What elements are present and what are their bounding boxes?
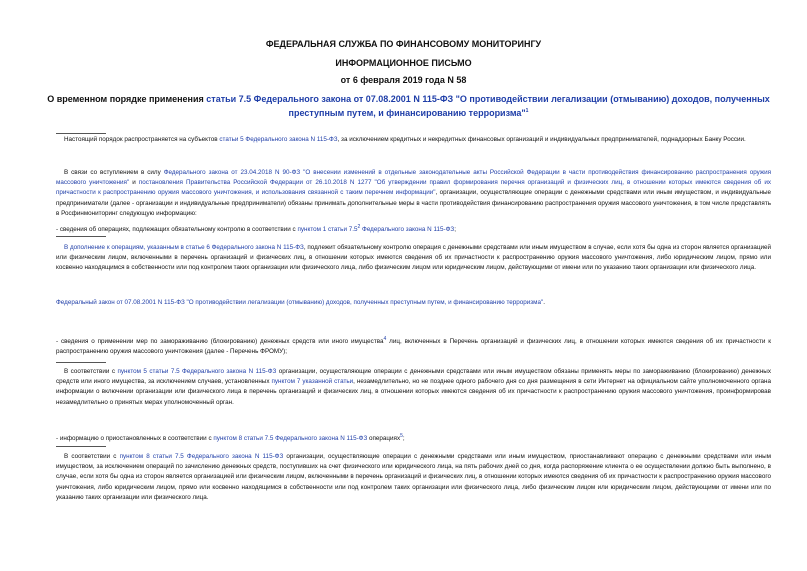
footnote-4: В соответствии с пунктом 5 статьи 7.5 Федерального закона N 115-ФЗ организации, осуществляющие операции с денежными средствами или иным имуществом обязаны применять меры по замораживанию (блокированию) денежных средств или иного имущества, за исключением случаев, установленных пунктом 7 указанной статьи, незамедлительно, но не позднее одного рабочего дня со дня размещения в сети Интернет на официальном сайте уполномоченного органа информации о включении организации или физического лица в перечень организаций и физических лиц, в отношении которых имеются сведения об их причастности к распространению оружия массового уничтожения, проинформировав незамедлительно о принятых мерах уполномоченный орган. bbox=[56, 368, 771, 406]
footnote-5: В соответствии с пунктом 8 статьи 7.5 Федерального закона N 115-ФЗ организации, осуществляющие операции с денежными средствами или иным имуществом, приостанавливают операцию с денежными средствами или иным имуществом, за исключением операций по зачислению денежных средств, поступивших на счет физического или юридического лица, на пять рабочих дней со дня, когда распоряжение клиента о ее осуществлении должно быть выполнено, в случае, если хотя бы одна из сторон является организацией или физическим лицом, включенными в перечень организаций и физических лиц, в отношении которых имеются сведения об их причастности к распространению оружия массового уничтожения, либо юридическим лицом, прямо или косвенно находящимся в собственности или под контролем таких организации или физического лица, либо физическим лицом или юридическим лицом, действующими от имени или по указанию таких организации или физического лица. bbox=[56, 453, 771, 501]
government-decree-1277-link[interactable]: постановления Правительства Российской Федерации от 26.10.2018 N 1277 "Об утверждении правил формирования перечня организаций и физических лиц, в отношении которых имеются сведения об их причастности к распространению оружия массового уничтожения, и использования связанной с таким перечнем информации" bbox=[56, 179, 771, 197]
footnote-3: Федеральный закон от 07.08.2001 N 115-ФЗ "О противодействии легализации (отмыванию) доходов, полученных преступным путем, и финансированию терроризма". bbox=[56, 299, 545, 306]
paragraph-intro: В связи со вступлением в силу Федерального закона от 23.04.2018 N 90-ФЗ "О внесении изменений в отдельные законодательные акты Российской Федерации в части противодействия финансированию распространения оружия массового уничтожения" и постановления Правительства Российской Федерации от 26.10.2018 N 1277 "Об утверждении правил формирования перечня организаций и физических лиц, в отношении которых имеются сведения об их причастности к распространению оружия массового уничтожения, и использования связанной с таким перечнем информации", организации, осуществляющие операции с денежными средствами или иным имуществом, и индивидуальные предприниматели (далее - организации и индивидуальные предприниматели) обязаны принимать дополнительные меры в части противодействия финансированию распространения оружия массового уничтожения, в том числе представлять в Росфинмониторинг следующую информацию: bbox=[56, 169, 771, 217]
list-item-suspended-operations: - информацию о приостановленных в соответствии с пунктом 8 статьи 7.5 Федерального закона N 115-ФЗ операциях$^5$; bbox=[56, 433, 405, 443]
agency-heading: ФЕДЕРАЛЬНАЯ СЛУЖБА ПО ФИНАНСОВОМУ МОНИТОРИНГУ bbox=[265, 39, 542, 49]
title-text: О временном порядке применения bbox=[47, 94, 207, 104]
document-title bbox=[40, 93, 777, 119]
footnote-separator bbox=[56, 362, 106, 363]
footnote-separator bbox=[56, 236, 106, 237]
article-7-5-point-8-link-2[interactable]: пунктом 8 статьи 7.5 Федерального закона N 115-ФЗ bbox=[119, 453, 284, 460]
law-115fz-full-title-link[interactable]: Федеральный закон от 07.08.2001 N 115-ФЗ "О противодействии легализации (отмыванию) доходов, полученных преступным путем, и финансированию терроризма" bbox=[56, 299, 544, 306]
footnote-1: Настоящий порядок распространяется на субъектов статьи 5 Федерального закона N 115-ФЗ, за исключением кредитных и некредитных финансовых организаций и индивидуальных предпринимателей, поднадзорных Банку России. bbox=[64, 136, 746, 143]
footnote-1-law-link[interactable]: статьи 5 Федерального закона N 115-ФЗ bbox=[219, 136, 338, 143]
title-law-link[interactable]: статьи 7.5 Федерального закона от 07.08.2001 N 115-ФЗ "О противодействии легализации (отмыванию) доходов, полученных преступным путем, и финансированию терроризма" bbox=[206, 94, 770, 118]
article-7-5-point-1-link[interactable]: пунктом 1 статьи 7.5 bbox=[297, 226, 358, 234]
footnote-ref-1[interactable]: 1 bbox=[525, 108, 529, 114]
article-7-5-point-8-link[interactable]: пунктом 8 статьи 7.5 Федерального закона N 115-ФЗ bbox=[213, 435, 368, 443]
footnote-ref-2[interactable]: 2 bbox=[357, 224, 361, 230]
list-item-freezing-measures: - сведения о применении мер по замораживанию (блокированию) денежных средств или иного имущества$^4$ лиц, включенных в Перечень организаций и физических лиц, в отношении которых имеются сведения об их причастности к распространению оружия массового уничтожения (далее - Перечень ФРОМУ); bbox=[56, 336, 772, 356]
footnote-separator bbox=[56, 446, 106, 447]
footnote-separator bbox=[56, 133, 106, 134]
document-date-number: от 6 февраля 2019 года N 58 bbox=[340, 75, 467, 85]
law-115fz-link[interactable]: Федерального закона N 115-ФЗ bbox=[362, 226, 455, 234]
list-item-mandatory-control: - сведения об операциях, подлежащих обязательному контролю в соответствии с пунктом 1 статьи $7.5^2$ Федерального закона N 115-ФЗ; bbox=[56, 224, 456, 234]
footnote-ref-4[interactable]: 4 bbox=[383, 336, 387, 342]
law-90fz-link[interactable]: Федерального закона от 23.04.2018 N 90-ФЗ "О внесении изменений в отдельные законодательные акты Российской Федерации в части противодействия финансированию распространения оружия массового уничтожения" bbox=[56, 169, 771, 187]
footnote-2: В дополнение к операциям, указанным в статье 6 Федерального закона N 115-ФЗ, подлежит обязательному контролю операция с денежными средствами или иным имуществом в случае, если хотя бы одна из сторон является организацией или физическим лицом, включенными в перечень организаций и физических лиц, в отношении которых имеются сведения об их причастности к распространению оружия массового уничтожения, либо юридическим лицом, прямо или косвенно находящимся в собственности или под контролем таких организации или физического лица, либо физическим лицом или юридическим лицом, действующими от имени или по указанию таких организации или физического лица. bbox=[56, 244, 771, 272]
article-7-5-point-5-link[interactable]: пунктом 5 статьи 7.5 Федерального закона N 115-ФЗ bbox=[117, 368, 277, 375]
article-6-link[interactable]: В дополнение к операциям, указанным в статье 6 Федерального закона N 115-ФЗ bbox=[64, 244, 304, 251]
footnote-ref-5[interactable]: 5 bbox=[400, 433, 403, 439]
article-7-5-point-7-link[interactable]: пунктом 7 указанной статьи bbox=[271, 378, 354, 386]
document-type-heading: ИНФОРМАЦИОННОЕ ПИСЬМО bbox=[335, 58, 472, 68]
